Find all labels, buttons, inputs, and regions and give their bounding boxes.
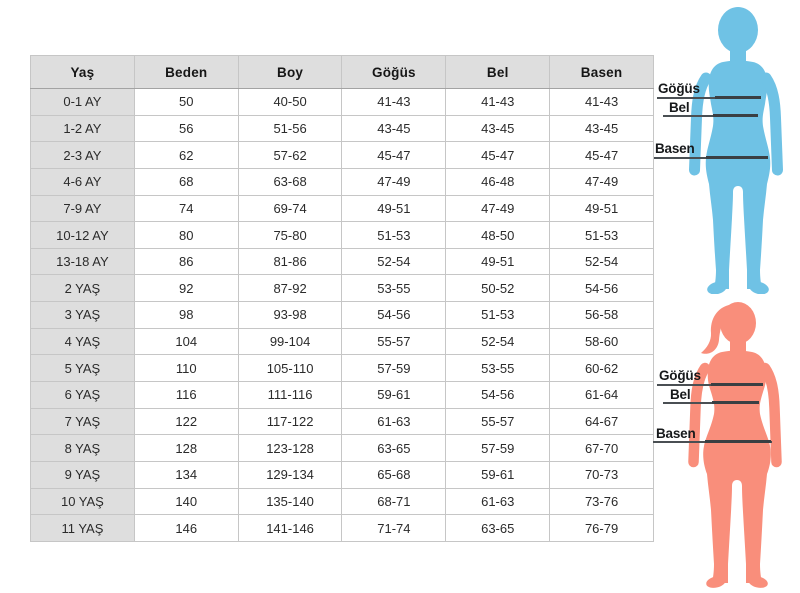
- size-cell: 61-63: [446, 488, 550, 515]
- size-cell: 68: [134, 168, 238, 195]
- row-label: 7 YAŞ: [31, 408, 135, 435]
- size-cell: 45-47: [446, 142, 550, 169]
- table-row: [31, 115, 654, 142]
- size-cell: 47-49: [342, 168, 446, 195]
- size-cell: 134: [134, 461, 238, 488]
- size-cell: 70-73: [550, 461, 654, 488]
- size-cell: 111-116: [238, 382, 342, 409]
- table-row: [31, 382, 654, 409]
- size-cell: 63-65: [446, 515, 550, 542]
- size-cell: 81-86: [238, 248, 342, 275]
- size-cell: 146: [134, 515, 238, 542]
- size-cell: 40-50: [238, 89, 342, 116]
- chest-line-top-bold: [715, 96, 761, 99]
- size-cell: 135-140: [238, 488, 342, 515]
- table-row: [31, 248, 654, 275]
- size-cell: 128: [134, 435, 238, 462]
- size-cell: 116: [134, 382, 238, 409]
- size-cell: 117-122: [238, 408, 342, 435]
- row-label: 2-3 AY: [31, 142, 135, 169]
- table-row: [31, 435, 654, 462]
- size-cell: 80: [134, 222, 238, 249]
- size-cell: 52-54: [446, 328, 550, 355]
- size-cell: 54-56: [342, 302, 446, 329]
- row-label: 10-12 AY: [31, 222, 135, 249]
- table-row: [31, 275, 654, 302]
- row-label: 6 YAŞ: [31, 382, 135, 409]
- size-cell: 122: [134, 408, 238, 435]
- waist-line-top-bold: [713, 114, 758, 117]
- size-cell: 56-58: [550, 302, 654, 329]
- size-cell: 61-64: [550, 382, 654, 409]
- row-label: 4 YAŞ: [31, 328, 135, 355]
- size-cell: 52-54: [550, 248, 654, 275]
- size-cell: 46-48: [446, 168, 550, 195]
- row-label: 13-18 AY: [31, 248, 135, 275]
- size-cell: 110: [134, 355, 238, 382]
- table-row: [31, 222, 654, 249]
- size-cell: 61-63: [342, 408, 446, 435]
- size-cell: 58-60: [550, 328, 654, 355]
- hip-label-top: Basen: [655, 141, 695, 156]
- size-cell: 99-104: [238, 328, 342, 355]
- size-cell: 141-146: [238, 515, 342, 542]
- size-cell: 104: [134, 328, 238, 355]
- col-header-waist: Bel: [446, 56, 550, 89]
- size-cell: 49-51: [550, 195, 654, 222]
- row-label: 8 YAŞ: [31, 435, 135, 462]
- size-cell: 54-56: [446, 382, 550, 409]
- size-cell: 105-110: [238, 355, 342, 382]
- hip-label-bottom: Basen: [656, 426, 696, 441]
- child-body-silhouette-icon: [683, 4, 789, 294]
- table-row: [31, 461, 654, 488]
- col-header-hip: Basen: [550, 56, 654, 89]
- size-cell: 43-45: [550, 115, 654, 142]
- size-cell: 93-98: [238, 302, 342, 329]
- row-label: 0-1 AY: [31, 89, 135, 116]
- size-cell: 87-92: [238, 275, 342, 302]
- chest-label-bottom: Göğüs: [659, 368, 701, 383]
- size-table: [30, 55, 654, 542]
- size-cell: 43-45: [342, 115, 446, 142]
- size-cell: 52-54: [342, 248, 446, 275]
- girl-body-silhouette-icon: [680, 296, 796, 592]
- size-cell: 68-71: [342, 488, 446, 515]
- table-row: [31, 515, 654, 542]
- size-cell: 45-47: [550, 142, 654, 169]
- size-cell: 56: [134, 115, 238, 142]
- table-row: [31, 89, 654, 116]
- size-cell: 64-67: [550, 408, 654, 435]
- size-cell: 98: [134, 302, 238, 329]
- size-cell: 55-57: [446, 408, 550, 435]
- size-cell: 75-80: [238, 222, 342, 249]
- waist-label-bottom: Bel: [670, 387, 691, 402]
- size-cell: 57-59: [342, 355, 446, 382]
- size-cell: 51-53: [446, 302, 550, 329]
- chest-label-top: Göğüs: [658, 81, 700, 96]
- size-cell: 41-43: [550, 89, 654, 116]
- col-header-chest: Göğüs: [342, 56, 446, 89]
- row-label: 11 YAŞ: [31, 515, 135, 542]
- row-label: 4-6 AY: [31, 168, 135, 195]
- size-cell: 48-50: [446, 222, 550, 249]
- size-cell: 140: [134, 488, 238, 515]
- size-cell: 63-65: [342, 435, 446, 462]
- size-cell: 49-51: [342, 195, 446, 222]
- size-cell: 86: [134, 248, 238, 275]
- table-row: [31, 488, 654, 515]
- size-cell: 63-68: [238, 168, 342, 195]
- size-cell: 69-74: [238, 195, 342, 222]
- table-row: [31, 328, 654, 355]
- size-cell: 51-53: [342, 222, 446, 249]
- table-row: [31, 408, 654, 435]
- waist-label-top: Bel: [669, 100, 690, 115]
- col-header-size: Beden: [134, 56, 238, 89]
- size-cell: 50-52: [446, 275, 550, 302]
- row-label: 1-2 AY: [31, 115, 135, 142]
- hip-line-top-bold: [706, 156, 768, 159]
- size-cell: 65-68: [342, 461, 446, 488]
- table-row: [31, 302, 654, 329]
- size-cell: 41-43: [446, 89, 550, 116]
- size-cell: 54-56: [550, 275, 654, 302]
- table-row: [31, 355, 654, 382]
- size-cell: 41-43: [342, 89, 446, 116]
- size-cell: 53-55: [342, 275, 446, 302]
- size-cell: 92: [134, 275, 238, 302]
- size-cell: 49-51: [446, 248, 550, 275]
- size-cell: 57-62: [238, 142, 342, 169]
- row-label: 5 YAŞ: [31, 355, 135, 382]
- size-cell: 53-55: [446, 355, 550, 382]
- size-cell: 55-57: [342, 328, 446, 355]
- size-cell: 51-53: [550, 222, 654, 249]
- size-cell: 73-76: [550, 488, 654, 515]
- size-cell: 71-74: [342, 515, 446, 542]
- size-cell: 59-61: [342, 382, 446, 409]
- row-label: 2 YAŞ: [31, 275, 135, 302]
- size-cell: 50: [134, 89, 238, 116]
- size-cell: 43-45: [446, 115, 550, 142]
- size-cell: 62: [134, 142, 238, 169]
- row-label: 7-9 AY: [31, 195, 135, 222]
- table-row: [31, 168, 654, 195]
- size-cell: 60-62: [550, 355, 654, 382]
- size-cell: 59-61: [446, 461, 550, 488]
- size-cell: 51-56: [238, 115, 342, 142]
- row-label: 10 YAŞ: [31, 488, 135, 515]
- chest-line-bottom-bold: [711, 383, 763, 386]
- size-cell: 123-128: [238, 435, 342, 462]
- header-row: [31, 56, 654, 89]
- size-cell: 45-47: [342, 142, 446, 169]
- size-cell: 76-79: [550, 515, 654, 542]
- size-cell: 74: [134, 195, 238, 222]
- table-row: [31, 142, 654, 169]
- size-cell: 47-49: [446, 195, 550, 222]
- table-row: [31, 195, 654, 222]
- row-label: 3 YAŞ: [31, 302, 135, 329]
- col-header-height: Boy: [238, 56, 342, 89]
- waist-line-bottom-bold: [712, 401, 759, 404]
- row-label: 9 YAŞ: [31, 461, 135, 488]
- size-table-container: [30, 55, 654, 542]
- col-header-age: Yaş: [31, 56, 135, 89]
- size-cell: 57-59: [446, 435, 550, 462]
- size-cell: 47-49: [550, 168, 654, 195]
- size-cell: 129-134: [238, 461, 342, 488]
- hip-line-bottom-bold: [705, 440, 771, 443]
- size-cell: 67-70: [550, 435, 654, 462]
